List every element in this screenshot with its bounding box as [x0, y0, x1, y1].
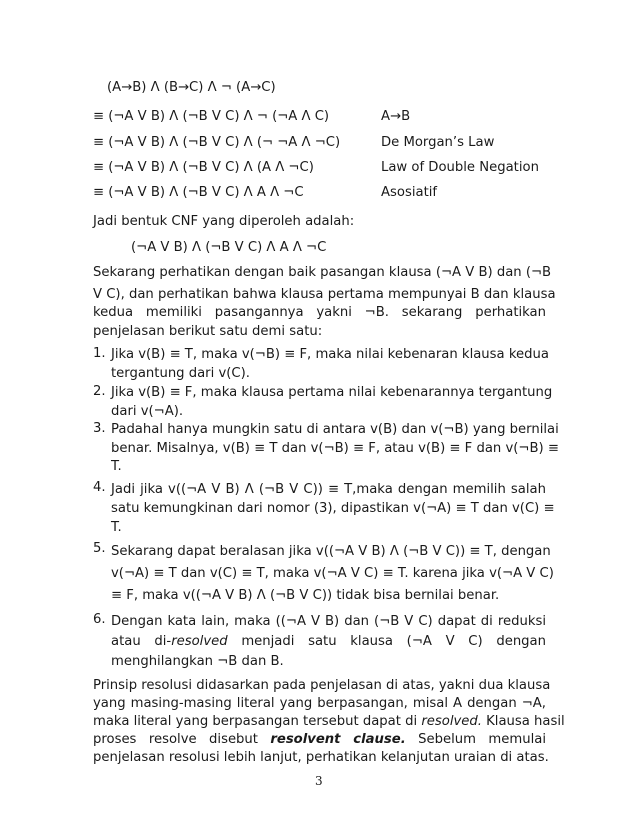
- list-text: menjadi satu klausa (¬A V C) dengan: [227, 634, 546, 649]
- list-line: T.: [111, 459, 122, 474]
- paragraph-line: penjelasan berikut satu demi satu:: [93, 323, 323, 339]
- list-line: menghilangkan ¬B dan B.: [111, 654, 284, 669]
- list-line: Padahal hanya mungkin satu di antara v(B) dan v(¬B) yang bernilai: [111, 422, 559, 437]
- list-line: Sekarang dapat beralasan jika v((¬A V B) Λ (¬B V C)) ≡ T, dengan: [111, 544, 551, 559]
- list-line: satu kemungkinan dari nomor (3), dipastikan v(¬A) ≡ T dan v(C) ≡: [111, 501, 555, 516]
- paragraph-line: V C), dan perhatikan bahwa klausa pertama mempunyai B dan klausa: [93, 286, 556, 302]
- list-number: 5.: [93, 541, 106, 556]
- list-line: Jadi jika v((¬A V B) Λ (¬B V C)) ≡ T,maka dengan memilih salah: [111, 482, 546, 497]
- list-text: atau di-: [111, 634, 172, 649]
- paragraph-text: Klausa hasil: [481, 714, 565, 729]
- list-line: dari v(¬A).: [111, 403, 184, 419]
- list-line: Jika v(B) ≡ T, maka v(¬B) ≡ F, maka nilai kebenaran klausa kedua: [111, 347, 549, 362]
- list-line: ≡ F, maka v((¬A V B) Λ (¬B V C)) tidak bisa bernilai benar.: [111, 588, 500, 603]
- list-number: 4.: [93, 480, 106, 495]
- paragraph-line: [93, 731, 546, 749]
- paragraph-line: Sekarang perhatikan dengan baik pasangan klausa (¬A V B) dan (¬B: [93, 265, 552, 280]
- paragraph-line: [93, 713, 565, 731]
- list-line: [111, 632, 546, 652]
- cnf-formula: (¬A V B) Λ (¬B V C) Λ A Λ ¬C: [131, 240, 327, 255]
- page-number: 3: [315, 774, 323, 788]
- derivation-reason-2: De Morgan’s Law: [381, 135, 495, 150]
- derivation-start: (A→B) Λ (B→C) Λ ¬ (A→C): [107, 80, 276, 95]
- paragraph-line: Prinsip resolusi didasarkan pada penjelasan di atas, yakni dua klausa: [93, 678, 551, 693]
- list-line: Dengan kata lain, maka ((¬A V B) dan (¬B V C) dapat di reduksi: [111, 614, 546, 629]
- list-line: Jika v(B) ≡ F, maka klausa pertama nilai kebenarannya tergantung: [111, 385, 553, 400]
- derivation-step-2: ≡ (¬A V B) Λ (¬B V C) Λ (¬ ¬A Λ ¬C): [93, 135, 341, 150]
- derivation-reason-1: A→B: [381, 109, 411, 124]
- paragraph-text: Sebelum memulai: [405, 732, 546, 747]
- list-number: 1.: [93, 346, 106, 361]
- list-emphasis: resolved: [171, 634, 228, 649]
- list-number: 2.: [93, 384, 106, 399]
- derivation-reason-3: Law of Double Negation: [381, 160, 539, 175]
- paragraph-resolusi: [93, 677, 565, 767]
- paragraph-strong-emphasis: resolvent clause.: [270, 732, 406, 747]
- list-line: v(¬A) ≡ T dan v(C) ≡ T, maka v(¬A V C) ≡ T. karena jika v(¬A V C): [111, 566, 554, 581]
- derivation-step-3: ≡ (¬A V B) Λ (¬B V C) Λ (A Λ ¬C): [93, 160, 314, 175]
- paragraph-line: penjelasan resolusi lebih lanjut, perhatikan kelanjutan uraian di atas.: [93, 750, 549, 765]
- paragraph-emphasis: resolved.: [421, 714, 482, 729]
- list-number: 6.: [93, 612, 106, 627]
- paragraph-line: yang masing-masing literal yang berpasangan, misal A dengan ¬A,: [93, 696, 546, 711]
- paragraph-line: kedua memiliki pasangannya yakni ¬B. sekarang perhatikan: [93, 305, 546, 320]
- list-line: tergantung dari v(C).: [111, 365, 250, 381]
- paragraph-text: maka literal yang berpasangan tersebut dapat di: [93, 714, 422, 729]
- list-number: 3.: [93, 421, 106, 436]
- derivation-reason-4: Asosiatif: [381, 185, 438, 200]
- cnf-intro: Jadi bentuk CNF yang diperoleh adalah:: [93, 214, 355, 229]
- paragraph-text: proses resolve disebut: [93, 732, 271, 747]
- derivation-step-1: ≡ (¬A V B) Λ (¬B V C) Λ ¬ (¬A Λ C): [93, 109, 330, 124]
- derivation-step-4: ≡ (¬A V B) Λ (¬B V C) Λ A Λ ¬C: [93, 185, 304, 200]
- list-line: T.: [111, 520, 122, 535]
- list-line: benar. Misalnya, v(B) ≡ T dan v(¬B) ≡ F, atau v(B) ≡ F dan v(¬B) ≡: [111, 440, 559, 456]
- paragraph-klausa: [93, 264, 556, 341]
